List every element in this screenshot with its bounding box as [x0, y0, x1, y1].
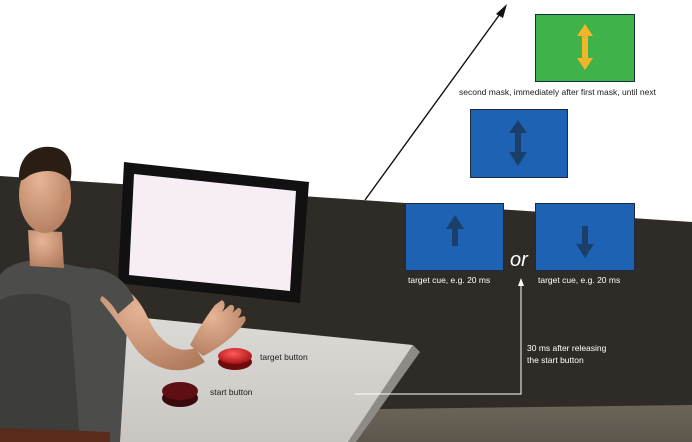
arrow-up-icon: [446, 215, 464, 246]
target-cue-right-caption: target cue, e.g. 20 ms: [538, 275, 621, 285]
release-caption-line2: the start button: [527, 355, 584, 365]
second-mask-caption: second mask, immediately after first mask, until next: [459, 87, 656, 97]
double-arrow-vertical-icon: [509, 120, 527, 166]
target-button-label: target button: [260, 352, 308, 362]
elapsed-time-label: elapsed time: [370, 28, 440, 104]
or-label: or: [510, 249, 528, 271]
arrow-down-icon: [576, 226, 594, 258]
double-arrow-vertical-icon: [577, 24, 593, 70]
first-mask-caption: first mask, immediately after target cue, 60 ms duration: [399, 181, 606, 191]
start-button-label: start button: [210, 387, 253, 397]
target-cue-left-caption: target cue, e.g. 20 ms: [408, 275, 491, 285]
release-caption-line1: 30 ms after releasing: [527, 343, 607, 353]
